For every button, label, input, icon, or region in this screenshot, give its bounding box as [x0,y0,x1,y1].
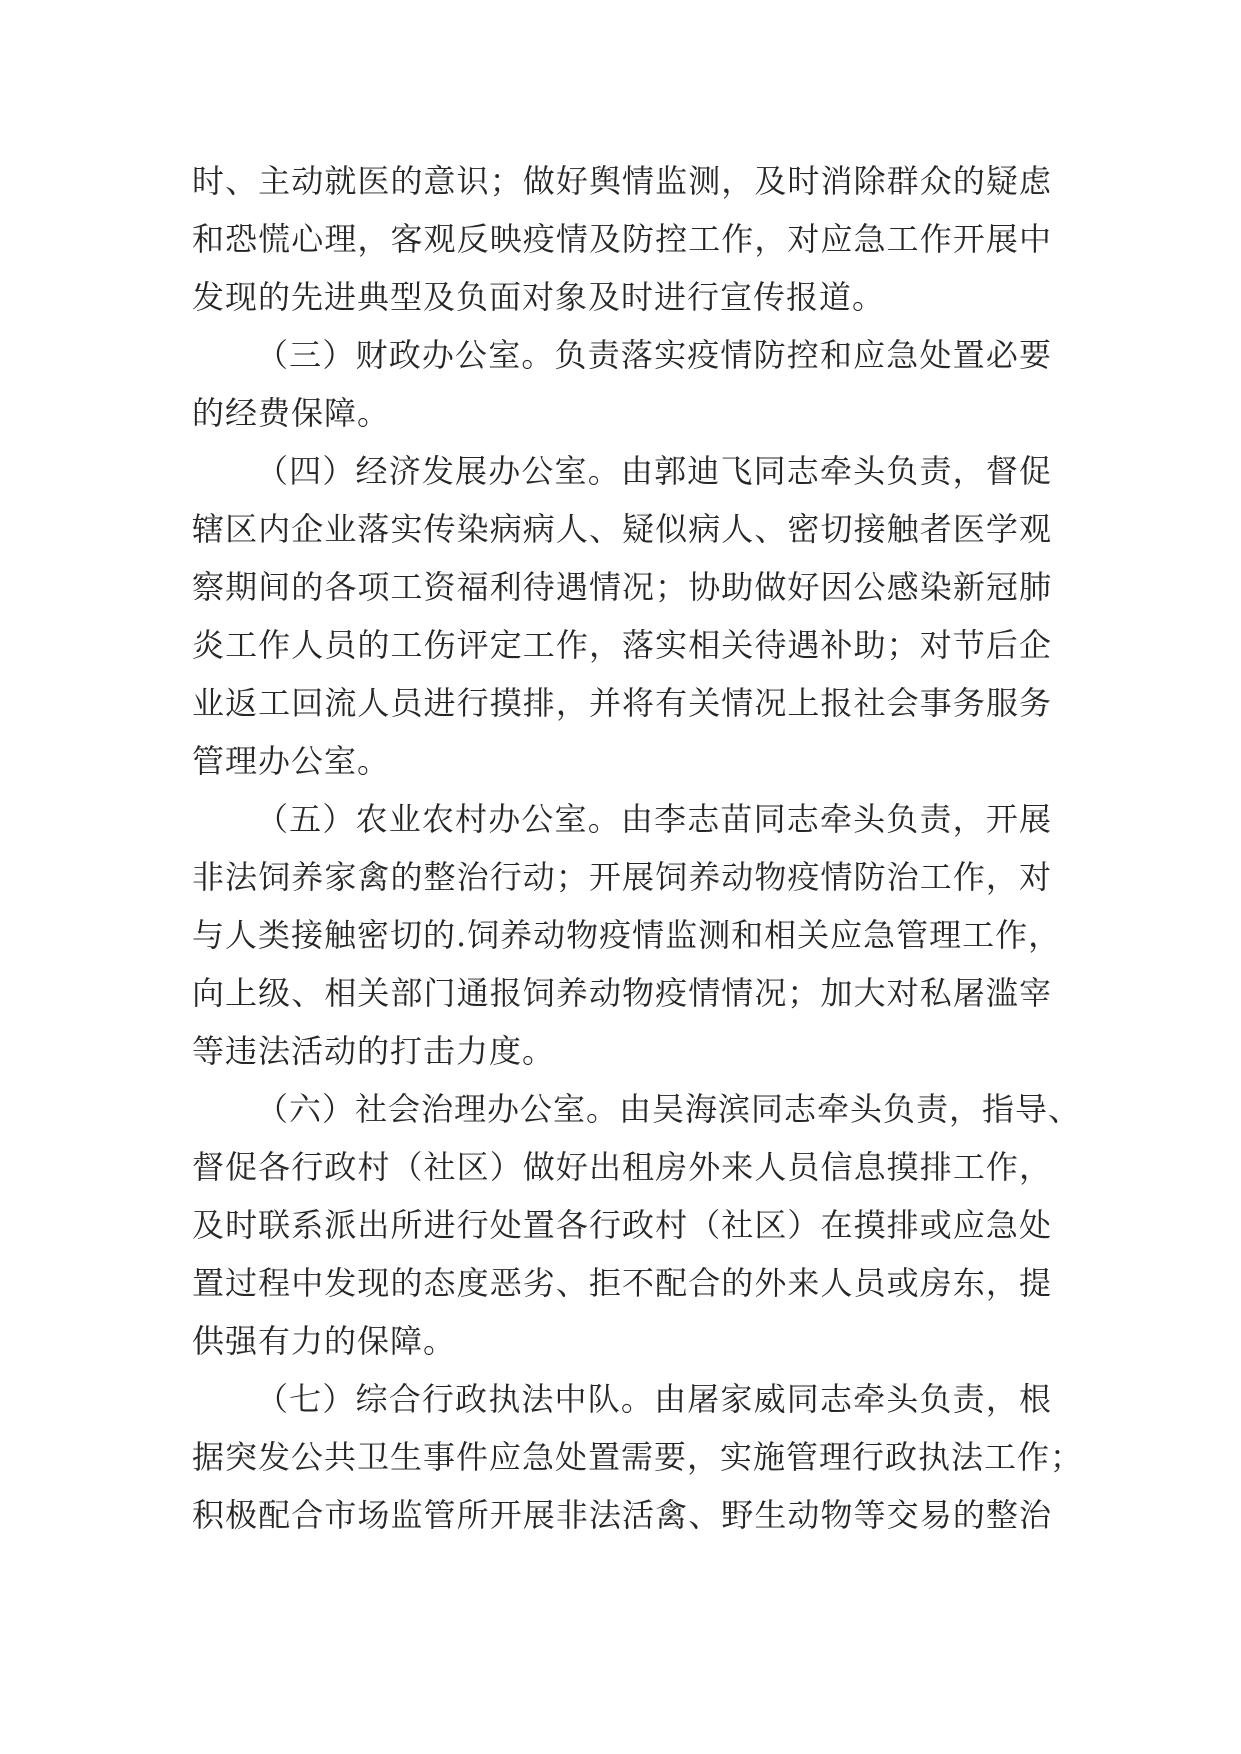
paragraph-publicity [192,152,1052,326]
text-line: 积极配合市场监管所开展非法活禽、野生动物等交易的整治 [192,1496,1052,1534]
paragraph-finance-office [192,326,1052,442]
paragraph-economic-office [192,442,1052,790]
text-line: 的经费保障。 [192,394,391,432]
text-line: 与人类接触密切的.饲养动物疫情监测和相关应急管理工作， [192,916,1062,954]
text-line: 向上级、相关部门通报饲养动物疫情情况；加大对私屠滥宰 [192,974,1052,1012]
text-line: 供强有力的保障。 [192,1322,457,1360]
text-line: 时、主动就医的意识；做好舆情监测，及时消除群众的疑虑 [192,162,1052,200]
text-line: 管理办公室。 [192,742,391,780]
text-line: 察期间的各项工资福利待遇情况；协助做好因公感染新冠肺 [192,568,1052,606]
text-line: （五）农业农村办公室。由李志苗同志牵头负责，开展 [256,800,1052,838]
text-line: 据突发公共卫生事件应急处置需要，实施管理行政执法工作； [192,1438,1084,1476]
document-body [192,152,1084,1544]
text-line: 非法饲养家禽的整治行动；开展饲养动物疫情防治工作，对 [192,858,1052,896]
text-line: 辖区内企业落实传染病病人、疑似病人、密切接触者医学观 [192,510,1052,548]
text-line: 炎工作人员的工伤评定工作，落实相关待遇补助；对节后企 [192,626,1052,664]
text-line: 督促各行政村（社区）做好出租房外来人员信息摸排工作， [192,1148,1052,1186]
text-line: 置过程中发现的态度恶劣、拒不配合的外来人员或房东，提 [192,1264,1052,1302]
paragraph-social-governance-office [192,1080,1082,1370]
text-line: （七）综合行政执法中队。由屠家威同志牵头负责，根 [256,1380,1052,1418]
text-line: 业返工回流人员进行摸排，并将有关情况上报社会事务服务 [192,684,1052,722]
text-line: 发现的先进典型及负面对象及时进行宣传报道。 [192,278,886,316]
text-line: 等违法活动的打击力度。 [192,1032,556,1070]
text-line: 及时联系派出所进行处置各行政村（社区）在摸排或应急处 [192,1206,1052,1244]
text-line: （四）经济发展办公室。由郭迪飞同志牵头负责，督促 [256,452,1052,490]
paragraph-law-enforcement-squadron [192,1370,1084,1544]
paragraph-agriculture-office [192,790,1062,1080]
text-line: （三）财政办公室。负责落实疫情防控和应急处置必要 [256,336,1052,374]
text-line: （六）社会治理办公室。由吴海滨同志牵头负责，指导、 [256,1090,1082,1128]
text-line: 和恐慌心理，客观反映疫情及防控工作，对应急工作开展中 [192,220,1052,258]
